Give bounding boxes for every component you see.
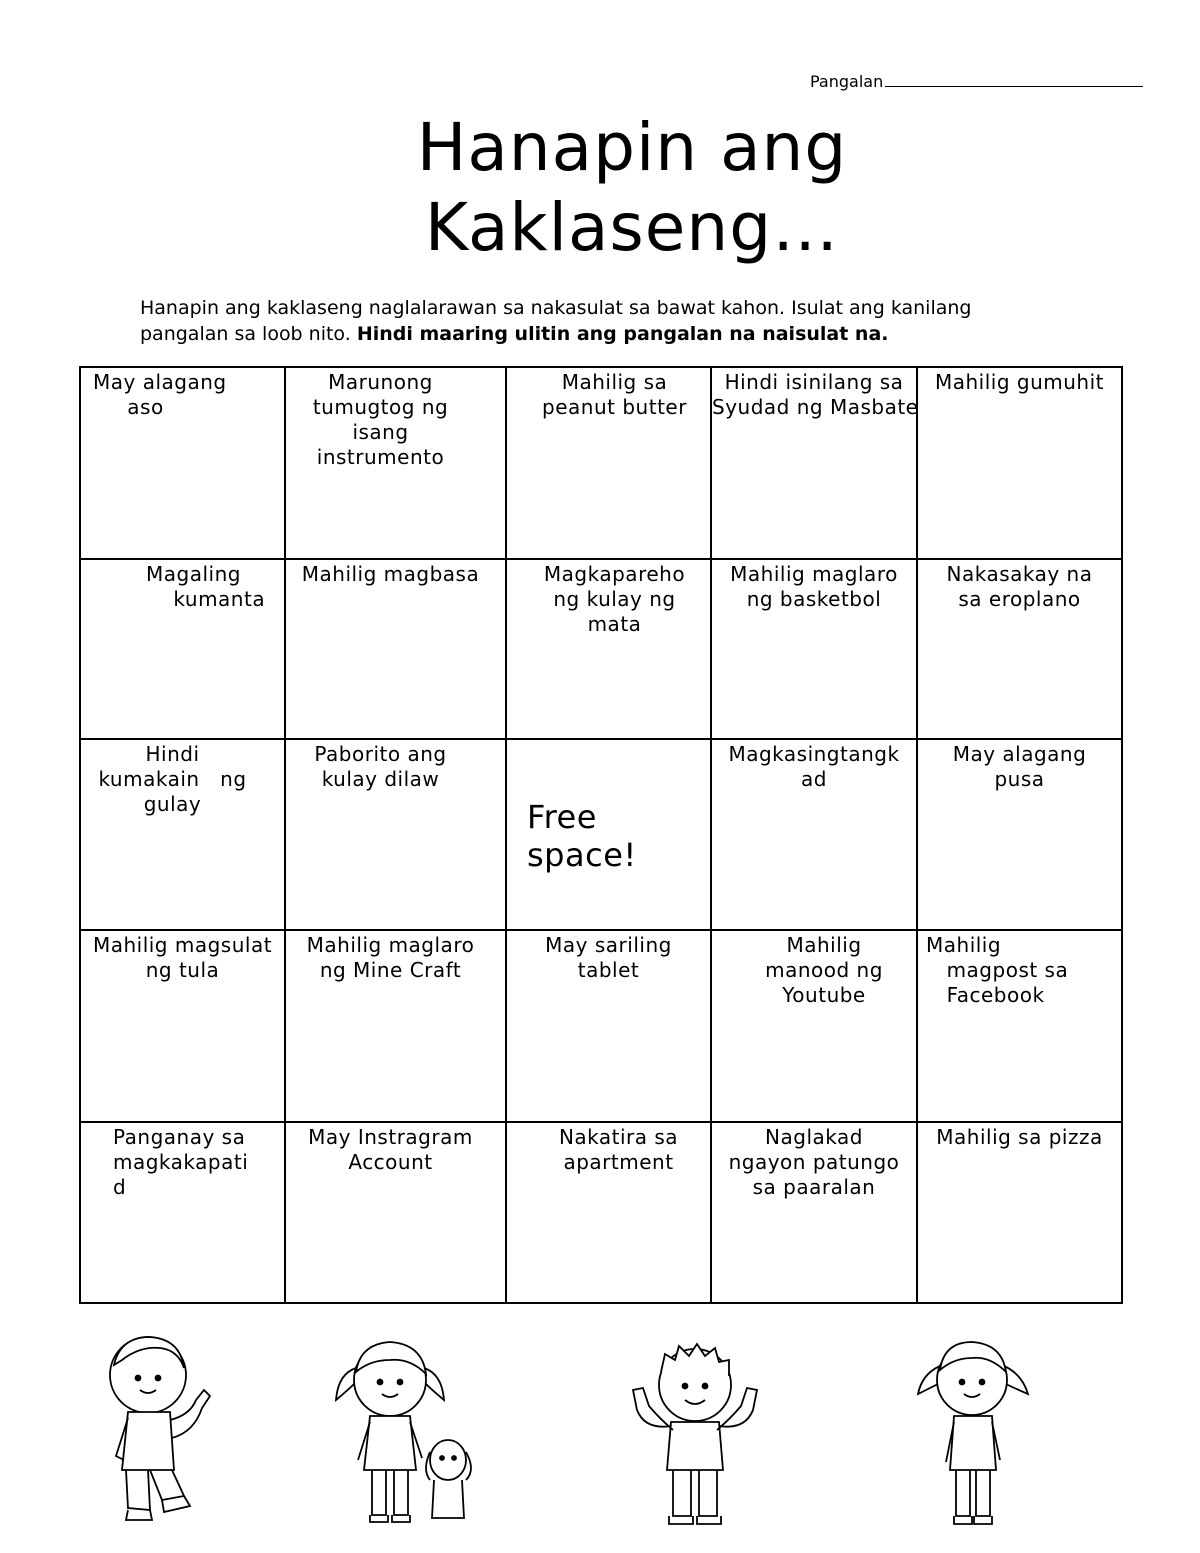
cell-text: Marunong tumugtog ng isang instrumento [312, 370, 449, 469]
grid-cell[interactable] [711, 930, 917, 1122]
girl-standing-illustration [910, 1330, 1040, 1530]
cell-text: Nakatira sa apartment [558, 1125, 679, 1174]
grid-cell[interactable] [917, 367, 1122, 559]
grid-cell[interactable] [506, 1122, 711, 1303]
cell-text: Magkapareho ng kulay ng mata [543, 562, 686, 636]
grid-cell[interactable] [711, 367, 917, 559]
grid-row [80, 1122, 1122, 1303]
cell-text: Mahilig maglaro ng Mine Craft [306, 933, 475, 982]
grid-cell[interactable] [80, 559, 285, 739]
grid-cell[interactable] [917, 1122, 1122, 1303]
grid-cell[interactable] [711, 739, 917, 930]
grid-cell[interactable] [285, 1122, 506, 1303]
title-line-1: Hanapin ang [416, 109, 848, 186]
cell-text: Mahilig sa peanut butter [542, 370, 687, 419]
boy-flexing-illustration [625, 1330, 765, 1530]
grid-cell[interactable] [80, 930, 285, 1122]
cell-text: Panganay sa magkakapati d [113, 1125, 249, 1199]
free-space-text: Free space! [527, 798, 637, 874]
cell-text: Magaling kumanta [146, 562, 266, 611]
grid-cell[interactable] [80, 739, 285, 930]
instructions [140, 295, 1040, 347]
cell-text: Mahilig magsulat ng tula [92, 933, 273, 982]
grid-cell[interactable] [711, 1122, 917, 1303]
cell-text: Naglakad ngayon patungo sa paaralan [728, 1125, 900, 1199]
cell-text: Nakasakay na sa eroplano [946, 562, 1093, 611]
grid-cell[interactable] [917, 930, 1122, 1122]
cell-text: May alagang aso [93, 370, 227, 419]
grid-cell[interactable] [285, 559, 506, 739]
name-blank-line[interactable] [885, 74, 1143, 87]
grid-cell[interactable] [506, 367, 711, 559]
illustrations [0, 1330, 1200, 1550]
cell-text: Paborito ang kulay dilaw [314, 742, 447, 791]
boy-waving-illustration [100, 1330, 220, 1530]
cell-text: Mahilig sa pizza [936, 1125, 1103, 1149]
cell-text: Mahilig gumuhit [934, 370, 1104, 394]
grid-cell[interactable] [80, 1122, 285, 1303]
cell-text: Mahilig magpost sa Facebook [926, 933, 1069, 1007]
grid-cell[interactable] [917, 739, 1122, 930]
grid-row [80, 930, 1122, 1122]
bingo-grid [79, 366, 1123, 1304]
grid-cell-free [506, 739, 711, 930]
girl-with-dog-illustration [330, 1330, 490, 1530]
cell-text: May Instragram Account [308, 1125, 473, 1174]
cell-text: Mahilig manood ng Youtube [765, 933, 883, 1007]
name-field[interactable] [810, 72, 1143, 91]
grid-row [80, 367, 1122, 559]
cell-text: Mahilig magbasa [301, 562, 480, 586]
cell-text: Hindi isinilang sa Syudad ng Masbate [712, 370, 919, 419]
grid-cell[interactable] [285, 739, 506, 930]
cell-text: May sariling tablet [545, 933, 672, 982]
title-line-2: Kaklaseng… [424, 189, 840, 266]
grid-cell[interactable] [285, 930, 506, 1122]
instructions-bold: Hindi maaring ulitin ang pangalan na naisulat na. [356, 323, 889, 345]
grid-cell[interactable] [506, 559, 711, 739]
cell-text: May alagang pusa [952, 742, 1087, 791]
cell-text: Mahilig maglaro ng basketbol [730, 562, 898, 611]
grid-cell[interactable] [917, 559, 1122, 739]
grid-row [80, 739, 1122, 930]
grid-cell[interactable] [506, 930, 711, 1122]
cell-text: Hindi kumakain ng gulay [98, 742, 247, 816]
grid-cell[interactable] [80, 367, 285, 559]
page-title [0, 108, 1200, 268]
grid-row [80, 559, 1122, 739]
name-label: Pangalan [810, 72, 884, 91]
grid-cell[interactable] [711, 559, 917, 739]
cell-text: Magkasingtangk ad [728, 742, 900, 791]
instructions-text: Hanapin ang kaklaseng naglalarawan sa nakasulat sa bawat kahon. Isulat ang kanilang pangalan sa loob nito. [140, 297, 972, 345]
grid-cell[interactable] [285, 367, 506, 559]
